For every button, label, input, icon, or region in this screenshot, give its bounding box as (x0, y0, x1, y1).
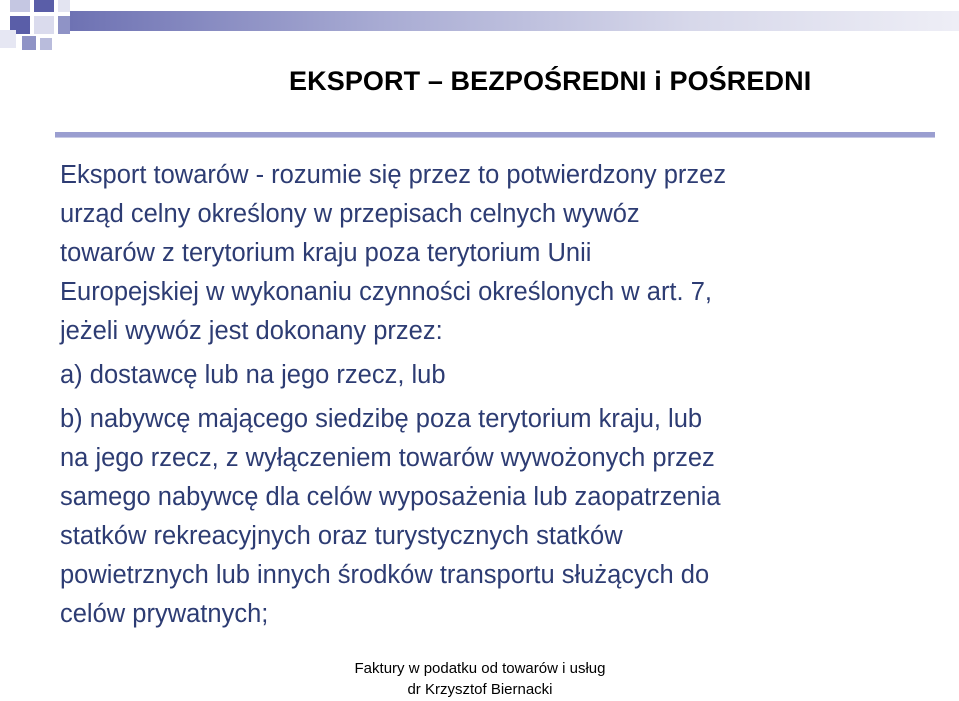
title-divider (55, 132, 935, 138)
deco-square (34, 0, 54, 12)
footer-author: dr Krzysztof Biernacki (407, 681, 553, 698)
deco-square (22, 36, 36, 50)
slide-body (60, 156, 940, 634)
body-line: Europejskiej w wykonaniu czynności określonych w art. 7, (60, 278, 712, 306)
item-b-line: samego nabywcę dla celów wyposażenia lub zaopatrzenia (60, 483, 721, 511)
deco-square (0, 30, 16, 48)
header-gradient-bar (70, 11, 959, 31)
body-line: towarów z terytorium kraju poza terytorium Unii (60, 239, 592, 267)
body-line: urząd celny określony w przepisach celnych wywóz (60, 200, 640, 228)
item-a: a) dostawcę lub na jego rzecz, lub (60, 361, 446, 389)
deco-square (58, 16, 70, 34)
body-line: Eksport towarów - rozumie się przez to potwierdzony przez (60, 161, 727, 189)
body-line: jeżeli wywóz jest dokonany przez: (60, 317, 443, 345)
deco-square (34, 16, 54, 34)
slide-title: EKSPORT – BEZPOŚREDNI i POŚREDNI (289, 66, 812, 96)
slide-footer (330, 658, 630, 700)
header-decoration (0, 0, 959, 60)
deco-square (10, 0, 30, 12)
deco-square (58, 0, 70, 12)
item-b-line: na jego rzecz, z wyłączeniem towarów wywożonych przez (60, 444, 715, 472)
item-b-line: statków rekreacyjnych oraz turystycznych statków (60, 522, 623, 550)
item-b-line: celów prywatnych; (60, 600, 269, 628)
item-b-line: powietrznych lub innych środków transportu służących do (60, 561, 710, 589)
deco-square (40, 38, 52, 50)
footer-course: Faktury w podatku od towarów i usług (354, 660, 606, 677)
item-b-line: b) nabywcę mającego siedzibę poza terytorium kraju, lub (60, 405, 703, 433)
